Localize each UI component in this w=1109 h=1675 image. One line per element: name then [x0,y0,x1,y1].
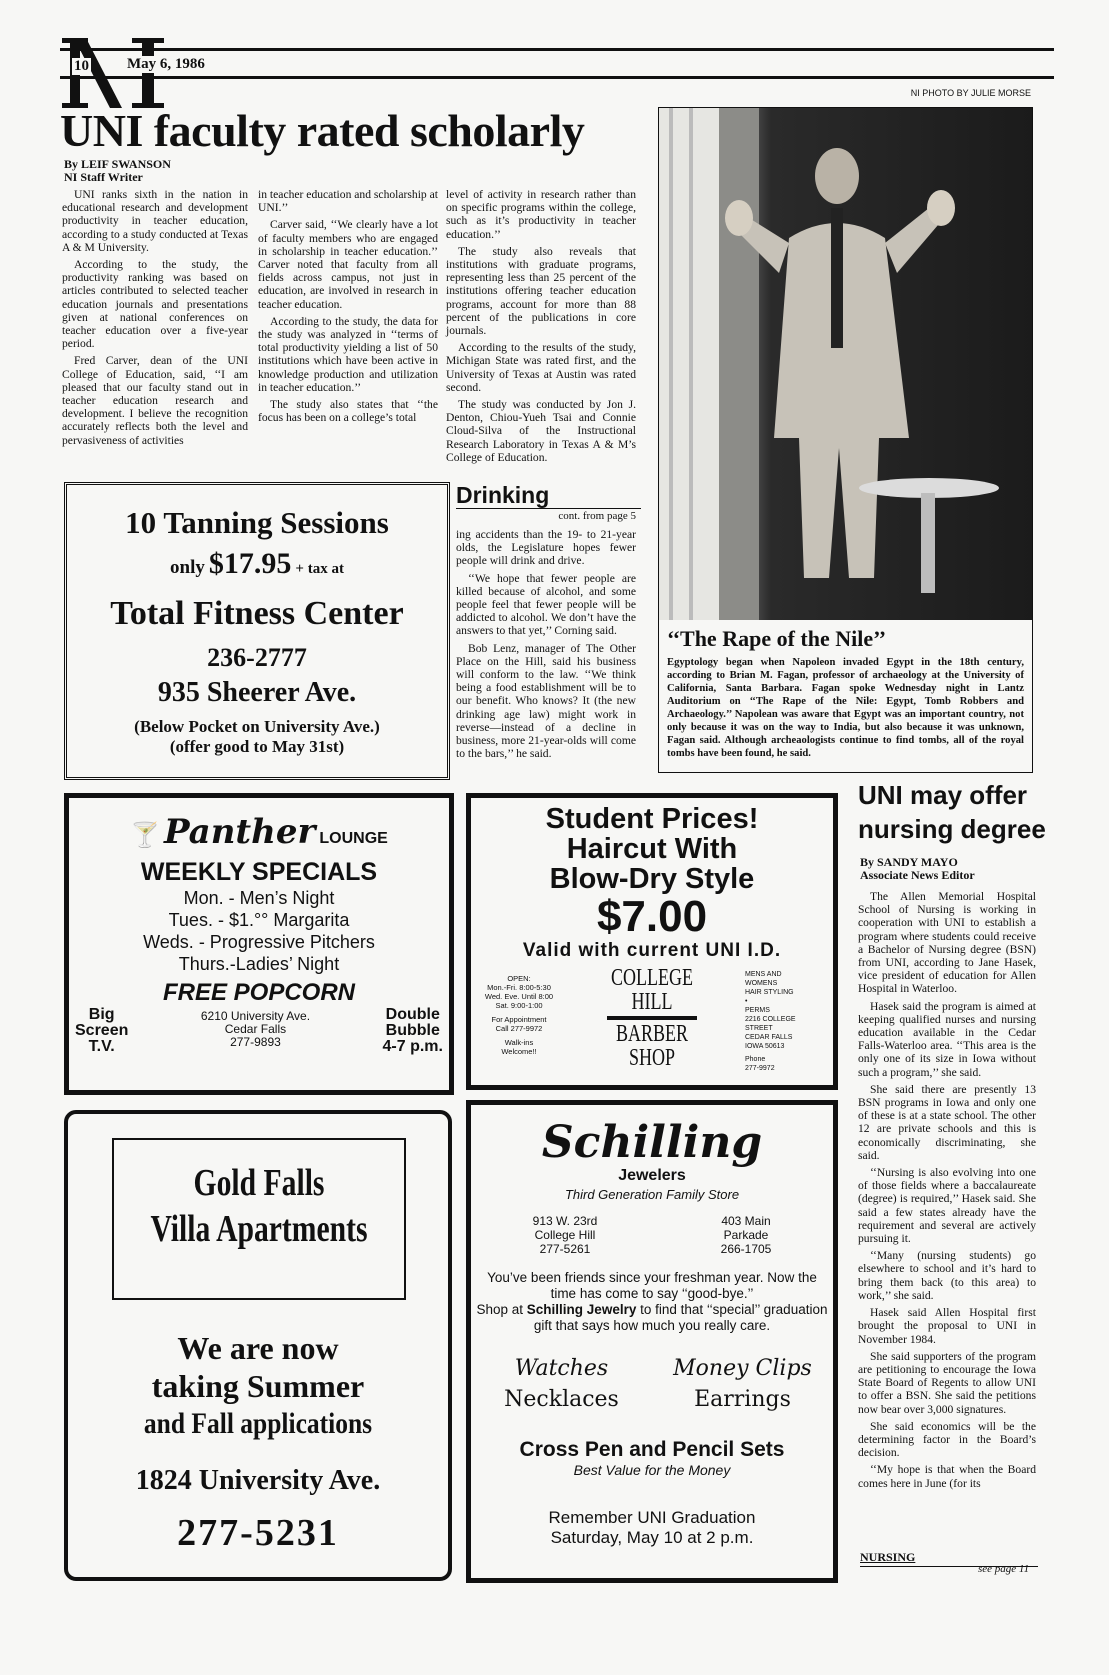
store-line: 277-5261 [539,1242,591,1256]
promo-line: T.V. [88,1038,115,1055]
headline-line: Blow-Dry Style [549,863,755,895]
body-text: to find that ‘‘special’’ graduation gift that says how much you really care. [533,1302,828,1333]
address-line: Cedar Falls [224,1022,287,1036]
nursing-headline [858,778,1046,846]
hours-line: Mon.-Fri. 8:00-5:30 [487,983,551,992]
tanning-offer-expiry: (offer good to May 31st) [169,737,345,756]
big-screen-promo [75,1007,128,1055]
schilling-stores [471,1214,833,1256]
issue-date: May 6, 1986 [127,56,205,72]
lecture-photo [658,107,1033,627]
hours-line: Wed. Eve. Until 8:00 [484,992,554,1001]
ad-schilling-jewelers [466,1100,838,1583]
special-item: Tues. - $1.°° Margarita [168,910,350,930]
drinking-jump-from[interactable]: cont. from page 5 [558,510,636,522]
tanning-price-line [67,547,447,581]
store-line: 403 Main [721,1214,771,1228]
paragraph: According to the results of the study, Michigan State was rated first, and the University of Texas at Austin was rated second. [446,341,636,394]
ad-panther-lounge [64,793,454,1095]
nursing-jump-label: NURSING [860,1550,916,1564]
walkins-line: Walk-ins [504,1038,534,1047]
masthead-bottom-rule [60,76,1054,79]
special-item: Mon. - Men’s Night [183,888,335,908]
faculty-column-1 [62,188,248,451]
panther-footer [69,1007,449,1055]
address-line: 6210 University Ave. [200,1009,311,1023]
paragraph: According to the study, the productivity ranking was based on articles contributed to selected teacher education journals and presentations given at national conferences on teacher education over a five-year period. [62,258,248,351]
panther-script: Panther [164,812,316,852]
logo-line: BARBER [615,1021,689,1047]
paragraph: in teacher education and scholarship at UNI.’’ [258,188,438,215]
appointment-line: Call 277-9972 [495,1024,543,1033]
gold-falls-logo-box [112,1138,406,1300]
promo-line: Big [88,1006,115,1023]
paragraph: The study also states that ‘‘the focus has been on a college’s total [258,398,438,425]
message-line: taking Summer [151,1368,365,1404]
photo-caption [658,620,1033,773]
tanning-only: only [170,557,205,578]
headline-line: UNI may offer [858,780,1028,810]
barber-valid-id: Valid with current UNI I.D. [522,940,782,961]
grad-line: Remember UNI Graduation [548,1508,756,1527]
page-number: 10 [74,58,89,74]
schilling-body [475,1270,829,1334]
paragraph: Hasek said the program is aimed at keeping qualified nurses and nursing education available in the Cedar Falls-Waterloo area. ‘‘This area is the only one of its size in Iowa without such a program,’’ she said. [858,999,1036,1079]
headline-line: Haircut With [566,833,738,865]
store-line: Parkade [723,1228,769,1242]
item-necklaces: Necklaces [504,1387,619,1412]
item-money-clips: Money Clips [673,1356,812,1381]
caption-text: Egyptology began when Napoleon invaded Egypt in the 18th century, according to Brian M. Fagan, professor of archaeology at the University of California, Santa Barbara. Fagan spoke Wednesday night in Lantz Auditorium on ‘‘The Rape of the Nile: Egypt, Tomb Robbers and Archaeology.’’ Napolean was aware that Egypt was an important country, not only because it was on the way to India, but also because it was unknown, Fagan said. Although archeaologists continue to find tombs, all of the royal tombs have been found, he said. [667,657,1024,759]
grad-line: Saturday, May 10 at 2 p.m. [550,1528,754,1547]
phone-number: 277-9972 [745,1065,775,1072]
paragraph: level of activity in research rather than on specific programs within the college, such as it’s productivity in teacher education.’’ [446,188,636,241]
faculty-column-3 [446,188,636,468]
address-line: 2216 COLLEGE STREET [745,1016,796,1032]
tanning-price: $17.95 [208,547,292,580]
logo-line: SHOP [628,1045,676,1071]
nursing-column [858,890,1036,1494]
double-bubble-promo [383,1007,443,1055]
paragraph: The Allen Memorial Hospital School of Nursing is working in cooperation with UNI to establish a program where students could receive a Bachelor of Nursing degree (BSN) from UNI, according to Jane Hasek, vice president of education for Allen Hospital in Waterloo. [858,890,1036,996]
appointment-line: For Appointment [491,1015,547,1024]
free-popcorn: FREE POPCORN [162,979,356,1006]
panther-lounge-suffix: LOUNGE [319,830,388,847]
headline-line: nursing degree [858,814,1046,844]
tanning-business: Total Fitness Center [110,595,404,632]
body-text: Shop at [476,1302,527,1317]
promo-line: 4-7 p.m. [382,1038,443,1055]
service-line: HAIR STYLING [745,989,794,996]
special-item: Weds. - Progressive Pitchers [143,932,375,952]
promo-line: Screen [75,1022,129,1039]
promo-line: Bubble [385,1022,440,1039]
faculty-column-2 [258,188,438,428]
paragraph: According to the study, the data for the study was analyzed in ‘‘terms of total productivity yielding a list of 50 institutions which have been active in knowledge production and utilization in teacher education.’’ [258,314,438,394]
weekly-specials-heading: WEEKLY SPECIALS [140,858,378,886]
address-line: 277-9893 [230,1035,281,1049]
masthead-top-rule [60,48,1054,51]
item-watches: Watches [514,1356,609,1381]
paragraph: She said economics will be the determining factor in the Board’s decision. [858,1419,1036,1460]
paragraph: Bob Lenz, manager of The Other Place on the Hill, said his business will conform to the law. ‘‘We think being a food establishment will be to our benefit. Who knows? It (the new drinking age law) might work in reverse—instead of a decline in business, more 21-year-olds will come to the bars,’’ he said. [456,641,636,761]
paragraph: ‘‘Nursing is also evolving into one of those fields where a baccalaureate (degree) is required,’’ Hasek said. She said a few states already have the requirement and several are actively pursuing it. [858,1166,1036,1246]
tanning-phone: 236-2777 [207,643,307,672]
speaker-figure-icon [659,108,1032,626]
store-line: College Hill [534,1228,596,1242]
nursing-jump-to[interactable]: see page 11 [978,1563,1030,1575]
name-line: Gold Falls [193,1162,325,1204]
barber-details [471,966,833,1073]
photo-credit: NI PHOTO BY JULIE MORSE [910,88,1031,98]
special-item: Thurs.-Ladies’ Night [178,954,340,974]
paragraph: UNI ranks sixth in the nation in educational research and development productivity in teacher education, according to a study conducted at Texas A & M University. [62,188,248,254]
cocktail-glass-icon: 🍸 [130,823,161,849]
walkins-line: Welcome!! [501,1047,537,1056]
paragraph: The study was conducted by Jon J. Denton, Chiou-Yueh Tsai and Connie Cloud-Silva of the Instructional Research Laboratory in Texas A & M’s College of Education. [446,398,636,464]
service-line: • [745,998,748,1005]
schilling-tagline: Third Generation Family Store [564,1187,740,1202]
name-line: Villa Apartments [150,1208,368,1250]
schilling-logo: Schilling [541,1117,763,1168]
panther-address [201,1010,310,1049]
schilling-pens-sub: Best Value for the Money [573,1462,731,1478]
gold-falls-message [68,1329,448,1555]
body-text: You’ve been friends since your freshman year. Now the time has come to say ‘‘good-bye.’’ [487,1270,817,1301]
paragraph: ‘‘My hope is that when the Board comes here in June (for its [858,1463,1036,1490]
store-college-hill [533,1214,598,1256]
paragraph: ing accidents than the 19- to 21-year olds, the Legislature hopes fewer people will drink and drive. [456,528,636,568]
gold-falls-address: 1824 University Ave. [135,1465,381,1496]
drinking-headline: Drinking [456,482,641,509]
nursing-byline-block [860,856,1040,882]
barber-price: $7.00 [596,892,708,941]
caption-title: ‘‘The Rape of the Nile’’ [667,626,887,651]
faculty-byline: By LEIF SWANSON [64,157,171,171]
hours-line: Sat. 9:00-1:00 [495,1001,543,1010]
ad-gold-falls-villa [64,1110,452,1581]
logo-bar [607,1016,697,1020]
barber-hours [479,974,559,1073]
hours-line: OPEN: [507,974,531,983]
paragraph: ‘‘We hope that fewer people are killed because of alcohol, and some people feel that fewer people will be addicted to alcohol. We don’t have the answers to that yet,’’ Corning said. [456,571,636,638]
message-line: We are now [177,1330,339,1366]
service-line: WOMENS [745,980,778,987]
panther-logo [69,812,449,852]
service-line: PERMS [745,1007,770,1014]
paragraph: She said there are presently 13 BSN programs in Iowa and only one of these is at a state school. The other 12 are private schools and this is economically discriminating, she said. [858,1082,1036,1162]
body-text-bold: Schilling Jewelry [526,1302,637,1317]
address-line: CEDAR FALLS [745,1034,793,1041]
message-line: and Fall applications [143,1407,373,1440]
store-line: 266-1705 [720,1242,772,1256]
paragraph: The study also reveals that institutions with graduate programs, representing less than 25 percent of the institutions offering teacher education programs, account for more than 88 percent of the publications in core journals. [446,244,636,338]
logo-line: COLLEGE [611,965,693,991]
paragraph: Carver said, ‘‘We clearly have a lot of faculty members who are engaged in scholarship in teacher education.’’ Carver noted that faculty from all fields across campus, not just in education, are involved in research in teacher education. [258,218,438,311]
tanning-tax: + tax at [295,561,344,577]
faculty-byline-title: NI Staff Writer [64,170,143,184]
nursing-byline-title: Associate News Editor [860,868,975,882]
logo-line: HILL [631,989,673,1015]
ad-tanning [64,482,450,780]
body-text-2 [475,1302,829,1334]
barber-logo [600,966,705,1073]
paragraph: ‘‘Many (nursing students) go elsewhere to school and it’s hard to bring them back (to this area) to work,’’ she said. [858,1249,1036,1302]
tanning-offer: 10 Tanning Sessions [125,505,389,540]
promo-line: Double [385,1006,440,1023]
store-parkade [721,1214,772,1256]
barber-headline [471,804,833,894]
service-line: MENS AND [745,971,782,978]
item-earrings: Earrings [694,1387,791,1412]
schilling-pens: Cross Pen and Pencil Sets [519,1438,785,1461]
ad-barber-shop [466,793,838,1090]
gold-falls-name [146,1160,372,1252]
store-line: 913 W. 23rd [532,1214,598,1228]
phone-label: Phone [745,1056,766,1063]
schilling-graduation [471,1508,833,1548]
schilling-items [471,1356,833,1412]
nursing-byline: By SANDY MAYO [860,855,958,869]
tanning-location: (Below Pocket on University Ave.) [134,717,380,736]
barber-services [745,970,825,1073]
address-line: IOWA 50613 [745,1043,785,1050]
paragraph: Fred Carver, dean of the UNI College of Education, said, ‘‘I am pleased that our faculty stand out in teacher education research and development. I believe the recognition accurately reflects both the level and pervasiveness of activities [62,354,248,447]
drinking-article [456,482,636,764]
tanning-address: 935 Sheerer Ave. [157,677,357,708]
specials-list [69,887,449,975]
gold-falls-phone: 277-5231 [177,1512,339,1554]
paragraph: She said supporters of the program are petitioning to encourage the Iowa State Board of Regents to allow UNI to offer a BSN. She said the petitions now bear over 3,000 signatures. [858,1349,1036,1416]
faculty-byline-block [64,158,254,184]
schilling-sub: Jewelers [618,1167,686,1184]
faculty-headline: UNI faculty rated scholarly [60,105,585,156]
headline-line: Student Prices! [545,803,759,835]
paragraph: Hasek said Allen Hospital first brought the proposal to UNI in November 1984. [858,1306,1036,1346]
